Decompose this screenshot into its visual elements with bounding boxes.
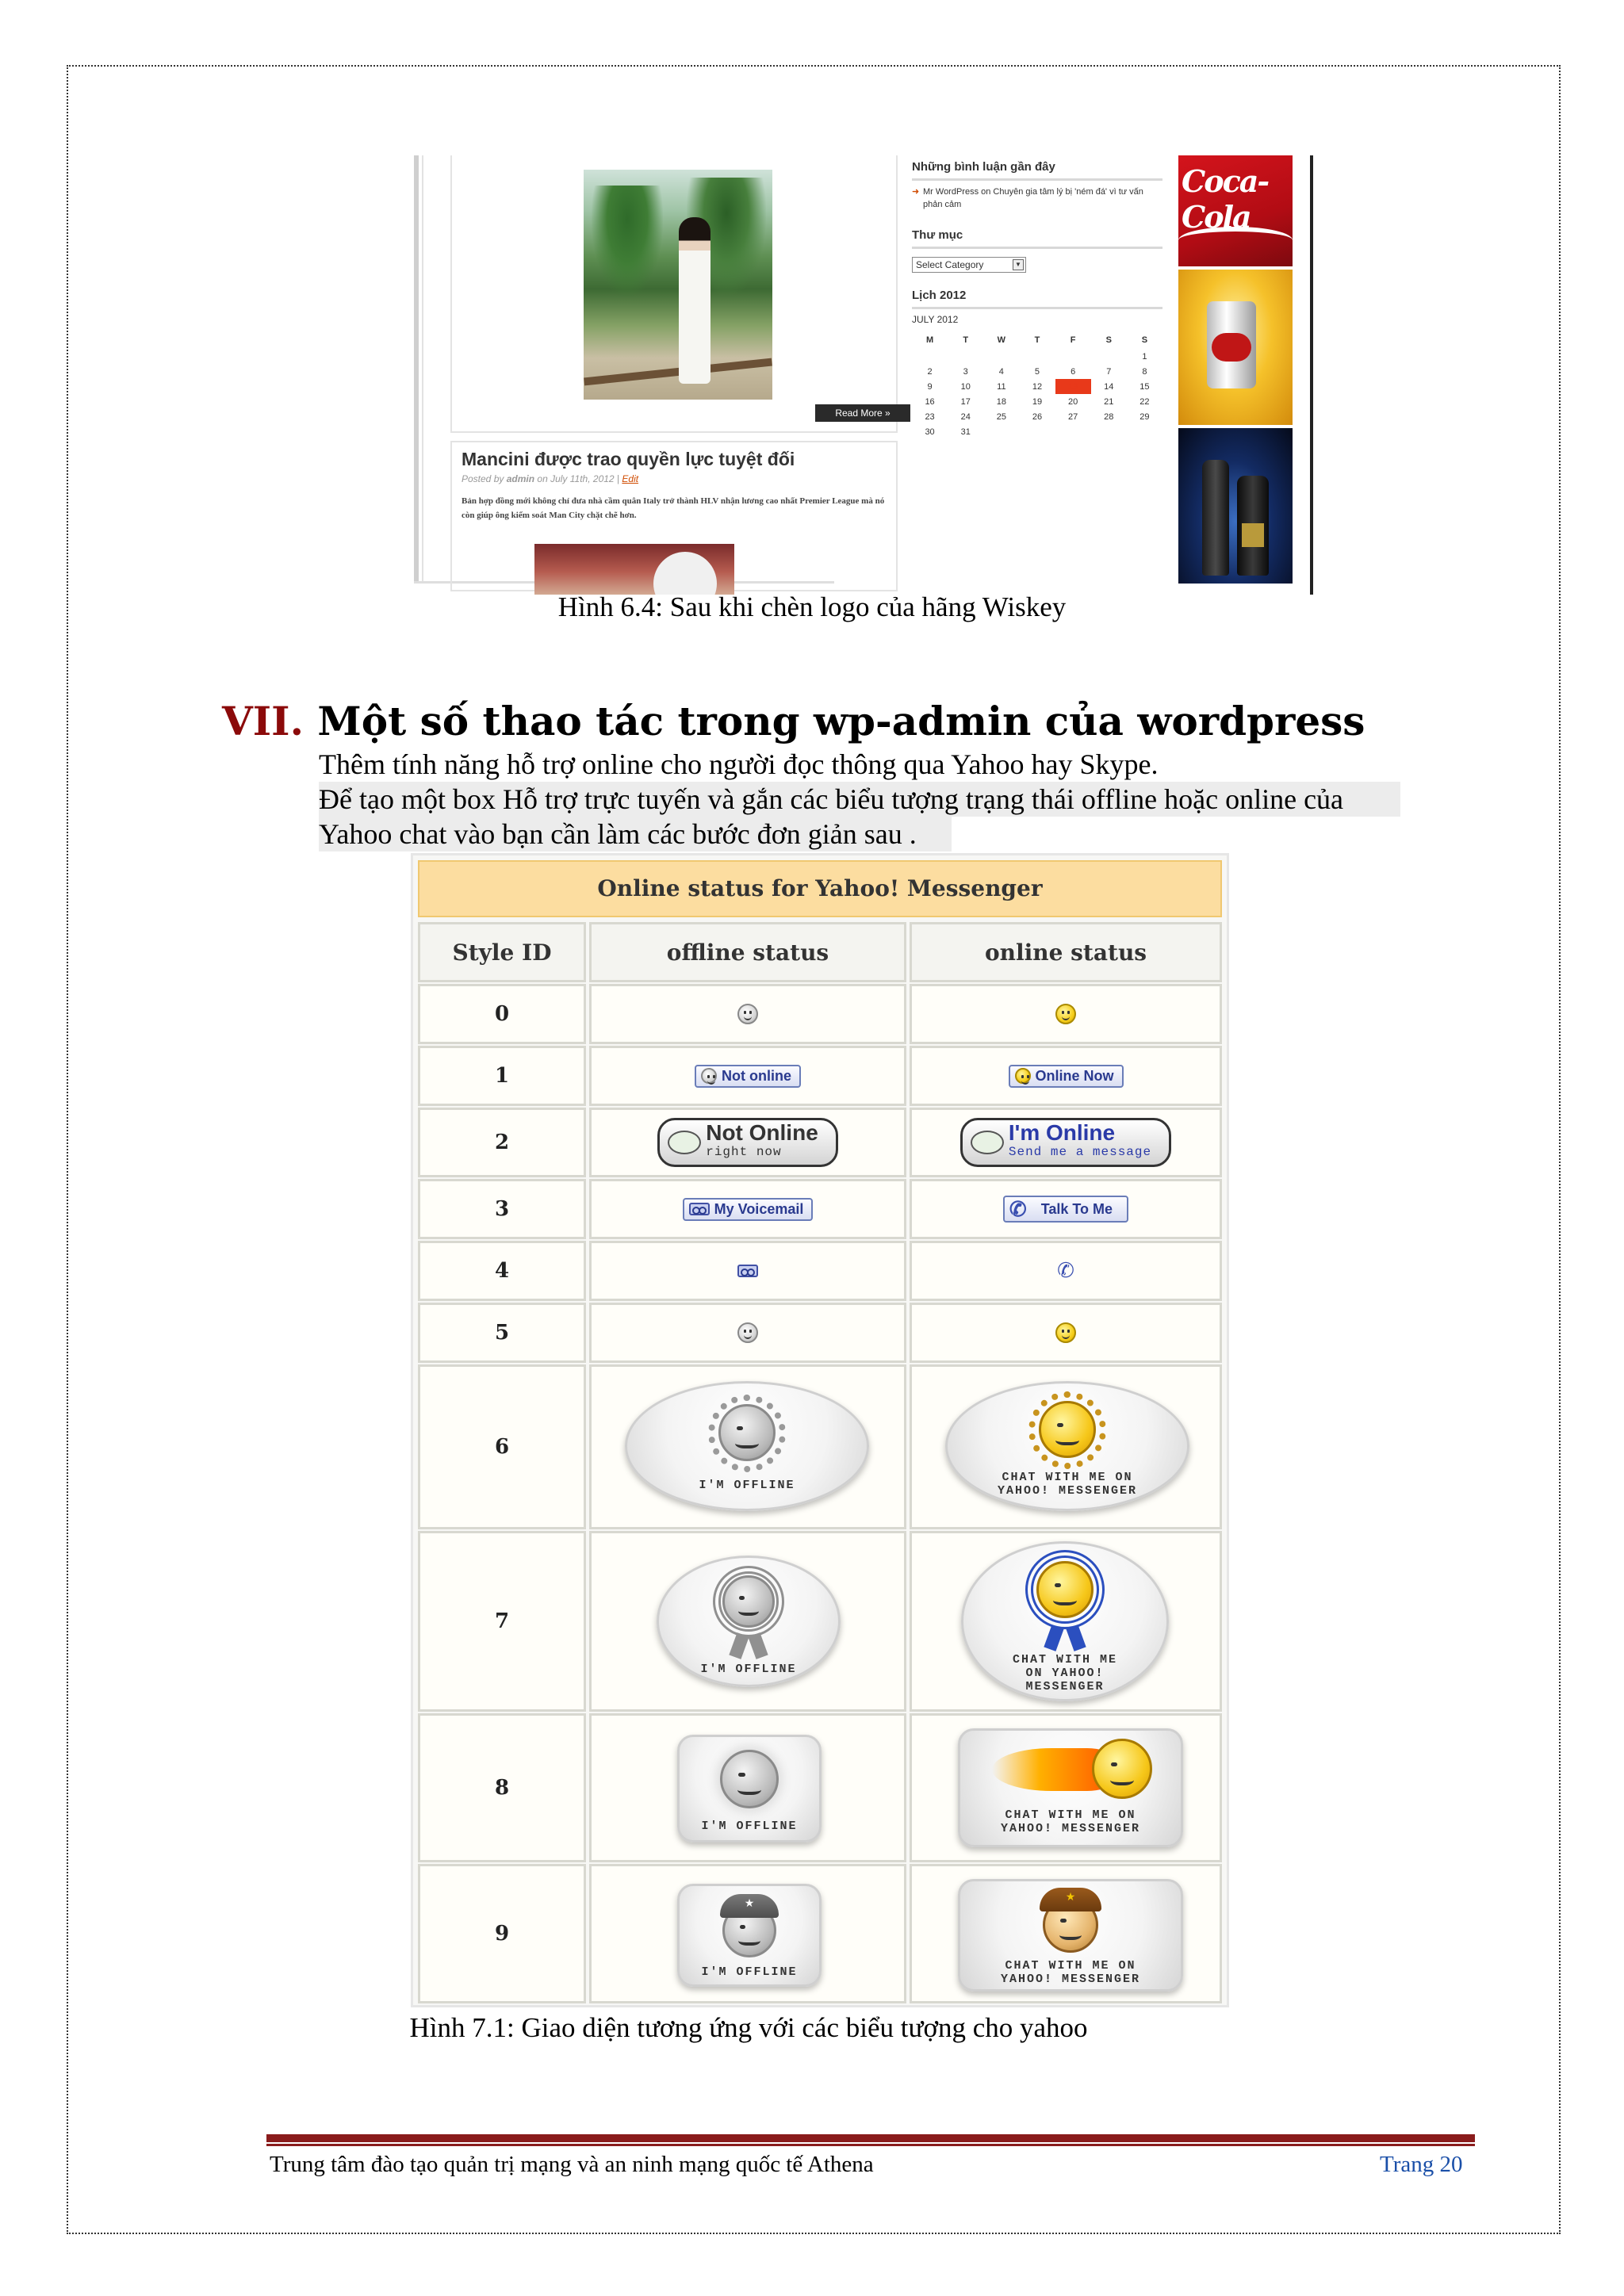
sidebar	[901, 155, 1180, 584]
calendar-day[interactable]: 20	[1068, 396, 1078, 407]
figure-caption: Hình 6.4: Sau khi chèn logo của hãng Wiskey	[557, 591, 1067, 622]
star-icon: ★	[1065, 1892, 1076, 1904]
calendar-week	[912, 409, 1162, 424]
online-now-button[interactable]	[1009, 1065, 1124, 1088]
calendar-day	[948, 349, 983, 364]
ad-column	[1178, 155, 1293, 584]
calendar-weekday: S	[1105, 335, 1112, 345]
online-cell	[910, 1241, 1222, 1301]
calendar-day[interactable]: 24	[960, 411, 971, 422]
badge-online-label: CHAT WITH ME	[1012, 1653, 1118, 1667]
post-card	[450, 155, 898, 433]
screenshot-edge	[414, 155, 419, 584]
badge-offline-label: I'M OFFLINE	[701, 1965, 798, 1979]
calendar-day[interactable]: 4	[998, 366, 1004, 377]
recent-comment-item[interactable]	[912, 186, 1162, 211]
table-row	[418, 1108, 1222, 1177]
category-select[interactable]	[912, 257, 1026, 273]
calendar-day[interactable]: 9	[927, 381, 933, 392]
footer-org-name: Trung tâm đào tạo quản trị mạng và an ninh mạng quốc tế Athena	[270, 2152, 874, 2177]
online-cell	[910, 1864, 1222, 2003]
style-id-cell	[418, 1364, 586, 1529]
section-title: Một số thao tác trong wp-admin của wordpress	[317, 698, 1365, 744]
offline-cell	[589, 1241, 906, 1301]
style-id: 7	[494, 1609, 510, 1633]
offline-face-icon	[720, 1750, 779, 1808]
coca-cola-logo: Coca-Cola	[1182, 163, 1269, 235]
badge-online-label: CHAT WITH ME ON	[1005, 1959, 1136, 1973]
calendar-day[interactable]: 13	[1055, 379, 1091, 394]
calendar-week	[912, 394, 1162, 409]
arrow-icon: ➜	[912, 187, 920, 197]
post-meta-prefix: Posted by	[462, 473, 504, 484]
whisky-bottle-image	[1202, 460, 1229, 576]
offline-badge[interactable]	[625, 1381, 869, 1511]
recent-comment-text: Mr WordPress on Chuyên gia tâm lý bị 'ném đá' vì tư vấn phản cảm	[923, 187, 1143, 209]
coca-cola-wave	[1178, 227, 1293, 254]
online-badge[interactable]	[945, 1381, 1189, 1511]
calendar-day[interactable]: 21	[1104, 396, 1114, 407]
calendar-day[interactable]: 26	[1032, 411, 1043, 422]
calendar-day	[912, 349, 948, 364]
intro-line: Để tạo một box Hỗ trợ trực tuyến và gắn các biểu tượng trạng thái offline hoặc online của	[319, 782, 1400, 817]
calendar-day[interactable]: 31	[960, 427, 971, 437]
talk-to-me-button[interactable]	[1003, 1196, 1128, 1223]
calendar-caption: JULY 2012	[912, 314, 959, 325]
calendar-day[interactable]: 23	[925, 411, 935, 422]
calendar-day[interactable]: 17	[960, 396, 971, 407]
my-voicemail-label: My Voicemail	[714, 1200, 804, 1217]
offline-badge[interactable]	[657, 1556, 841, 1687]
online-face-icon	[1039, 1401, 1096, 1458]
style-id-cell	[418, 1303, 586, 1363]
beer-can-image	[1207, 301, 1256, 388]
calendar-day[interactable]: 7	[1106, 366, 1112, 377]
calendar-day[interactable]: 5	[1034, 366, 1040, 377]
calendar-day[interactable]: 12	[1032, 381, 1043, 392]
header-cell	[418, 922, 586, 982]
calendar-week	[912, 349, 1162, 364]
baseball-cap-icon	[1040, 1888, 1101, 1911]
ribbon-icon	[729, 1632, 749, 1659]
calendar-weekday: M	[925, 335, 934, 345]
calendar-day[interactable]: 10	[960, 381, 971, 392]
offline-badge[interactable]	[677, 1735, 822, 1843]
im-online-big-sub: Send me a message	[1008, 1145, 1152, 1159]
calendar-day[interactable]: 3	[963, 366, 968, 377]
online-smiley-icon[interactable]	[1055, 1322, 1076, 1343]
my-voicemail-button[interactable]	[683, 1198, 814, 1221]
style-id-cell	[418, 1864, 586, 2003]
calendar-day[interactable]: 30	[925, 427, 935, 437]
ribbon-icon	[748, 1632, 768, 1659]
beer-ad[interactable]	[1178, 270, 1293, 425]
offline-cell	[589, 1303, 906, 1363]
categories-title: Thư mục	[912, 228, 1162, 249]
calendar-day[interactable]: 11	[997, 381, 1006, 392]
calendar-day[interactable]: 1	[1142, 351, 1147, 362]
offline-smiley-icon[interactable]	[737, 1322, 758, 1343]
style-id: 2	[494, 1131, 510, 1154]
photo-branch	[584, 358, 772, 386]
style-id: 3	[494, 1197, 510, 1221]
offline-cell	[589, 1713, 906, 1862]
badge-online-label: MESSENGER	[1025, 1680, 1105, 1693]
style-id-cell	[418, 1531, 586, 1712]
im-online-big-button[interactable]	[960, 1118, 1171, 1167]
calendar-day[interactable]: 2	[927, 366, 933, 377]
offline-smiley-icon	[737, 1004, 758, 1024]
post-photo	[584, 170, 772, 400]
style-id: 1	[494, 1064, 510, 1088]
whisky-bottle-image	[1237, 476, 1269, 576]
photo-palm	[592, 186, 663, 297]
style-id: 6	[494, 1435, 510, 1459]
not-online-button[interactable]	[695, 1065, 801, 1088]
table-row	[418, 1241, 1222, 1301]
section-number: VII.	[222, 698, 304, 744]
beer-can-label	[1212, 333, 1251, 362]
calendar-day	[1091, 349, 1127, 364]
category-select-value: Select Category	[916, 259, 984, 270]
calendar-day[interactable]: 14	[1104, 381, 1114, 392]
read-more-button[interactable]: Read More »	[815, 404, 910, 422]
online-cell	[910, 1364, 1222, 1529]
coca-cola-ad[interactable]	[1178, 155, 1293, 266]
baseball-cap-icon	[720, 1894, 779, 1918]
online-face-icon	[1092, 1739, 1152, 1799]
header-cell	[589, 922, 906, 982]
ribbon-icon	[1044, 1624, 1063, 1651]
offline-cell	[589, 1864, 906, 2003]
calendar-day[interactable]: 27	[1068, 411, 1078, 422]
yahoo-table-header-row	[418, 922, 1222, 982]
calendar-day	[1055, 349, 1091, 364]
screenshot-edge	[422, 155, 423, 584]
talk-to-me-label: Talk To Me	[1040, 1200, 1113, 1217]
calendar-title: Lịch 2012	[912, 289, 1162, 309]
offline-cell	[589, 1046, 906, 1106]
table-row	[418, 1364, 1222, 1529]
online-now-label: Online Now	[1035, 1067, 1114, 1084]
offline-cell	[589, 1108, 906, 1177]
online-badge[interactable]	[958, 1728, 1183, 1847]
calendar-weekday: T	[1034, 335, 1040, 345]
yahoo-status-table	[411, 853, 1229, 2007]
calendar-day[interactable]: 6	[1071, 366, 1076, 377]
online-cell	[910, 1713, 1222, 1862]
calendar-weekday: S	[1141, 335, 1148, 345]
badge-online-label: YAHOO! MESSENGER	[997, 1484, 1138, 1498]
post-author[interactable]: admin	[506, 473, 535, 484]
post-date: on July 11th, 2012 |	[537, 473, 620, 484]
online-cell	[910, 1179, 1222, 1239]
calendar-day	[983, 349, 1019, 364]
calendar-table	[912, 331, 1162, 439]
page-number: Trang 20	[1380, 2152, 1463, 2177]
calendar-day	[1019, 349, 1055, 364]
im-online-big-label: I'm Online	[1008, 1120, 1116, 1145]
phone-icon: ✆	[1009, 1197, 1027, 1221]
chevron-down-icon: ▼	[1013, 259, 1024, 270]
calendar-weekday: T	[963, 335, 969, 345]
chat-bubble-icon	[668, 1131, 701, 1154]
online-cell	[910, 984, 1222, 1044]
intro-line: Yahoo chat vào bạn cần làm các bước đơn giản sau .	[319, 817, 952, 851]
footer-rule	[266, 2144, 1475, 2146]
recent-comments-title: Những bình luận gần đây	[912, 160, 1162, 181]
offline-cell	[589, 1531, 906, 1712]
style-id: 4	[494, 1259, 510, 1283]
style-id-cell	[418, 1046, 586, 1106]
style-id-cell	[418, 984, 586, 1044]
not-online-big-button[interactable]	[657, 1118, 838, 1167]
online-smiley-icon	[1055, 1004, 1076, 1024]
photo-person	[653, 552, 717, 595]
offline-face-icon	[718, 1404, 776, 1461]
main-column	[431, 155, 899, 584]
calendar-day[interactable]: 16	[925, 396, 935, 407]
badge-offline-label: I'M OFFLINE	[700, 1663, 797, 1676]
online-cell	[910, 1303, 1222, 1363]
calendar-body	[912, 349, 1162, 439]
calendar-weekday: W	[997, 335, 1006, 345]
whisky-bottle-label	[1242, 523, 1264, 547]
style-id-cell	[418, 1241, 586, 1301]
online-cell	[910, 1046, 1222, 1106]
not-online-big-label: Not Online	[706, 1120, 818, 1145]
table-row	[418, 1046, 1222, 1106]
calendar-day[interactable]: 25	[996, 411, 1006, 422]
header-label: offline status	[666, 939, 829, 966]
table-row	[418, 1303, 1222, 1363]
badge-offline-label: I'M OFFLINE	[699, 1479, 795, 1492]
post-edit-link[interactable]: Edit	[622, 473, 639, 484]
calendar-day[interactable]: 15	[1139, 381, 1150, 392]
offline-cell	[589, 1364, 906, 1529]
post-photo	[534, 544, 734, 595]
voicemail-icon	[689, 1203, 710, 1215]
badge-online-label: CHAT WITH ME ON	[1005, 1808, 1136, 1822]
offline-badge[interactable]	[677, 1884, 822, 1987]
intro-line: Thêm tính năng hỗ trợ online cho người đọc thông qua Yahoo hay Skype.	[319, 748, 1159, 780]
style-id-cell	[418, 1713, 586, 1862]
offline-face-icon	[722, 1575, 775, 1628]
calendar-day[interactable]: 19	[1032, 396, 1043, 407]
calendar-day	[1055, 424, 1091, 439]
badge-online-label: YAHOO! MESSENGER	[1000, 1973, 1141, 1986]
style-id-cell	[418, 1179, 586, 1239]
figure-caption: Hình 7.1: Giao diện tương ứng với các biểu tượng cho yahoo	[409, 2012, 1088, 2043]
style-id: 9	[494, 1922, 510, 1946]
calendar-day	[1019, 424, 1055, 439]
table-row	[418, 1864, 1222, 2003]
post-card	[450, 441, 898, 591]
online-face-icon	[1036, 1561, 1094, 1618]
online-cell	[910, 1531, 1222, 1712]
header-cell	[910, 922, 1222, 982]
style-id: 5	[494, 1321, 510, 1345]
not-online-label: Not online	[722, 1067, 791, 1084]
badge-online-label: YAHOO! MESSENGER	[1000, 1822, 1141, 1835]
post-excerpt: Bản hợp đồng mới không chỉ đưa nhà cầm quân Italy trở thành HLV nhận lương cao nhất Premier League mà nó còn giúp ông kiểm soát Man City chặt chẽ hơn.	[462, 496, 885, 520]
table-row	[418, 1531, 1222, 1712]
offline-smiley-icon	[701, 1068, 717, 1084]
header-label: Style ID	[452, 939, 552, 966]
online-badge[interactable]	[961, 1541, 1169, 1701]
whisky-ad[interactable]	[1178, 428, 1293, 584]
star-icon: ★	[744, 1898, 755, 1910]
online-smiley-icon	[1015, 1068, 1031, 1084]
calendar-day[interactable]: 29	[1139, 411, 1150, 422]
offline-cell	[589, 984, 906, 1044]
calendar-day	[1091, 424, 1127, 439]
calendar-weekday-row	[912, 331, 1162, 349]
header-label: online status	[984, 939, 1147, 966]
footer-rule	[266, 2134, 1475, 2142]
table-row	[418, 984, 1222, 1044]
calendar-day[interactable]: 22	[1139, 396, 1150, 407]
calendar-week	[912, 364, 1162, 379]
calendar-week	[912, 379, 1162, 394]
badge-offline-label: I'M OFFLINE	[701, 1820, 798, 1833]
ribbon-icon	[1066, 1624, 1086, 1651]
style-id-cell	[418, 1108, 586, 1177]
online-cell	[910, 1108, 1222, 1177]
table-row	[418, 1713, 1222, 1862]
calendar-day[interactable]: 28	[1104, 411, 1114, 422]
not-online-big-sub: right now	[706, 1145, 782, 1159]
calendar-day	[1127, 424, 1162, 439]
section-heading	[222, 698, 1365, 744]
calendar-day	[983, 424, 1019, 439]
calendar-day[interactable]: 18	[996, 396, 1006, 407]
badge-online-label: ON YAHOO!	[1025, 1667, 1105, 1680]
screenshot-edge	[1310, 155, 1313, 595]
style-id: 8	[494, 1776, 510, 1800]
phone-icon[interactable]: ✆	[1057, 1259, 1074, 1282]
style-id: 0	[494, 1002, 510, 1026]
offline-cell	[589, 1179, 906, 1239]
chat-bubble-icon	[971, 1131, 1004, 1154]
post-title[interactable]: Mancini được trao quyền lực tuyệt đối	[462, 449, 795, 469]
online-badge[interactable]	[958, 1879, 1183, 1992]
calendar-week	[912, 424, 1162, 439]
calendar-weekday: F	[1070, 335, 1076, 345]
voicemail-icon[interactable]	[737, 1265, 758, 1277]
calendar-day[interactable]: 8	[1142, 366, 1147, 377]
yahoo-table-title: Online status for Yahoo! Messenger	[418, 860, 1222, 917]
badge-online-label: CHAT WITH ME ON	[1002, 1471, 1133, 1484]
post-meta	[462, 473, 887, 484]
photo-person	[679, 217, 710, 384]
website-screenshot	[414, 155, 1313, 595]
table-row	[418, 1179, 1222, 1239]
